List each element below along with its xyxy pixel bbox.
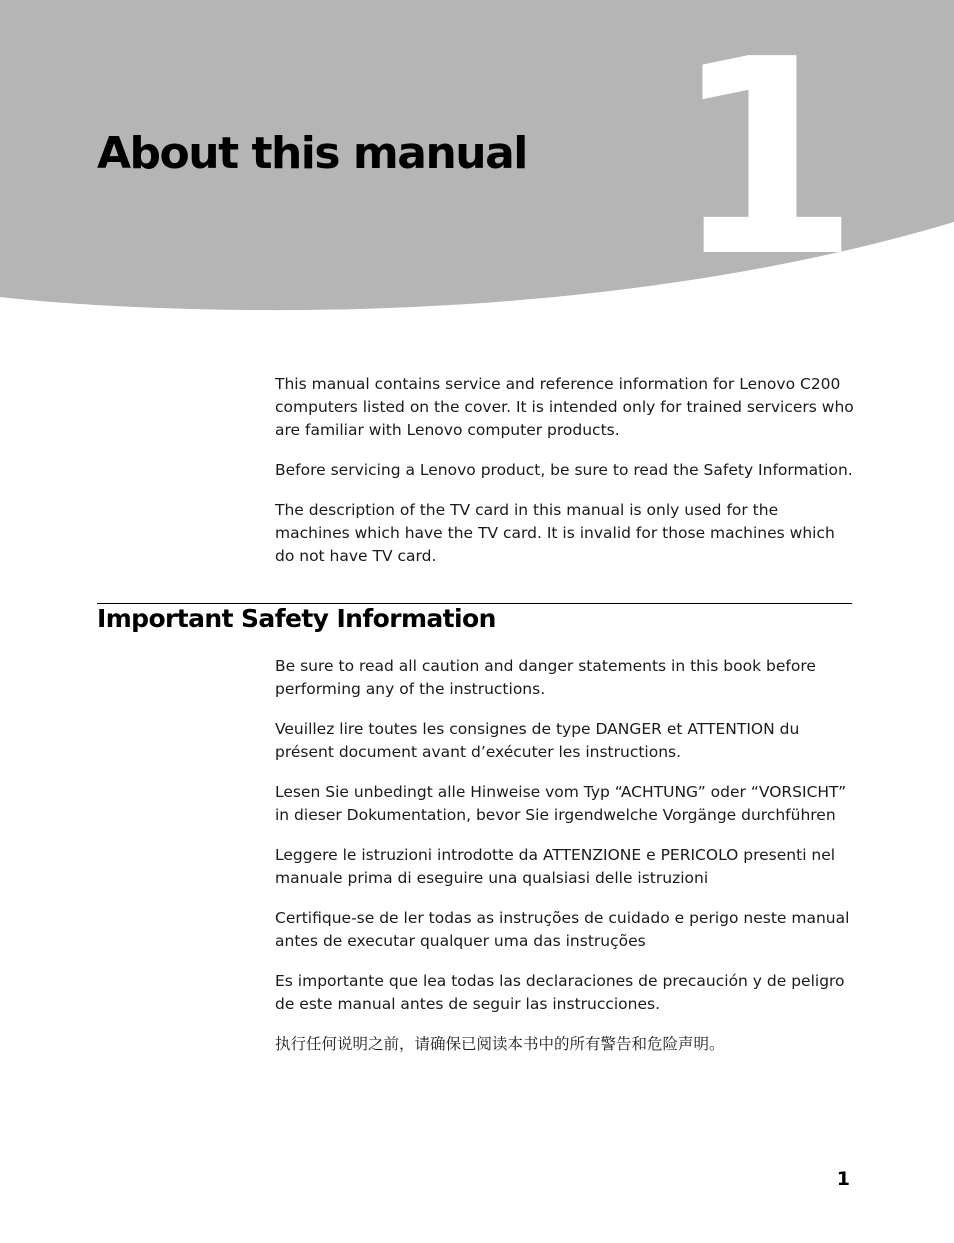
intro-paragraph: Before servicing a Lenovo product, be sure to read the Safety Information. xyxy=(275,461,853,479)
safety-paragraph-chinese: 执行任何说明之前，请确保已阅读本书中的所有警告和危险声明。 xyxy=(275,1035,725,1053)
intro-paragraph: The description of the TV card in this manual is only used for the machines which have the TV card. It is invalid for those machines which do not have TV card. xyxy=(275,501,835,565)
page-number: 1 xyxy=(836,1168,850,1190)
safety-paragraph-portuguese: Certifique-se de ler todas as instruções de cuidado e perigo neste manual antes de executar qualquer uma das instruções xyxy=(275,909,850,950)
safety-paragraph-german: Lesen Sie unbedingt alle Hinweise vom Typ “ACHTUNG” oder “VORSICHT” in dieser Dokumentation, bevor Sie irgendwelche Vorgänge durchführen xyxy=(275,783,847,824)
safety-paragraph-spanish: Es importante que lea todas las declaraciones de precaución y de peligro de este manual antes de seguir las instrucciones. xyxy=(275,972,845,1013)
safety-paragraph-italian: Leggere le istruzioni introdotte da ATTENZIONE e PERICOLO presenti nel manuale prima di eseguire una qualsiasi delle istruzioni xyxy=(275,846,836,887)
safety-paragraph-french: Veuillez lire toutes les consignes de type DANGER et ATTENTION du présent document avant d’exécuter les instructions. xyxy=(275,720,800,761)
safety-paragraph-english: Be sure to read all caution and danger statements in this book before performing any of the instructions. xyxy=(275,657,816,698)
safety-section xyxy=(275,655,855,1073)
intro-section xyxy=(275,373,855,585)
section-heading: Important Safety Information xyxy=(97,604,496,633)
chapter-number: 1 xyxy=(672,1,854,316)
chapter-title: About this manual xyxy=(97,128,527,179)
intro-paragraph: This manual contains service and reference information for Lenovo C200 computers listed on the cover. It is intended only for trained servicers who are familiar with Lenovo computer products. xyxy=(275,375,854,439)
